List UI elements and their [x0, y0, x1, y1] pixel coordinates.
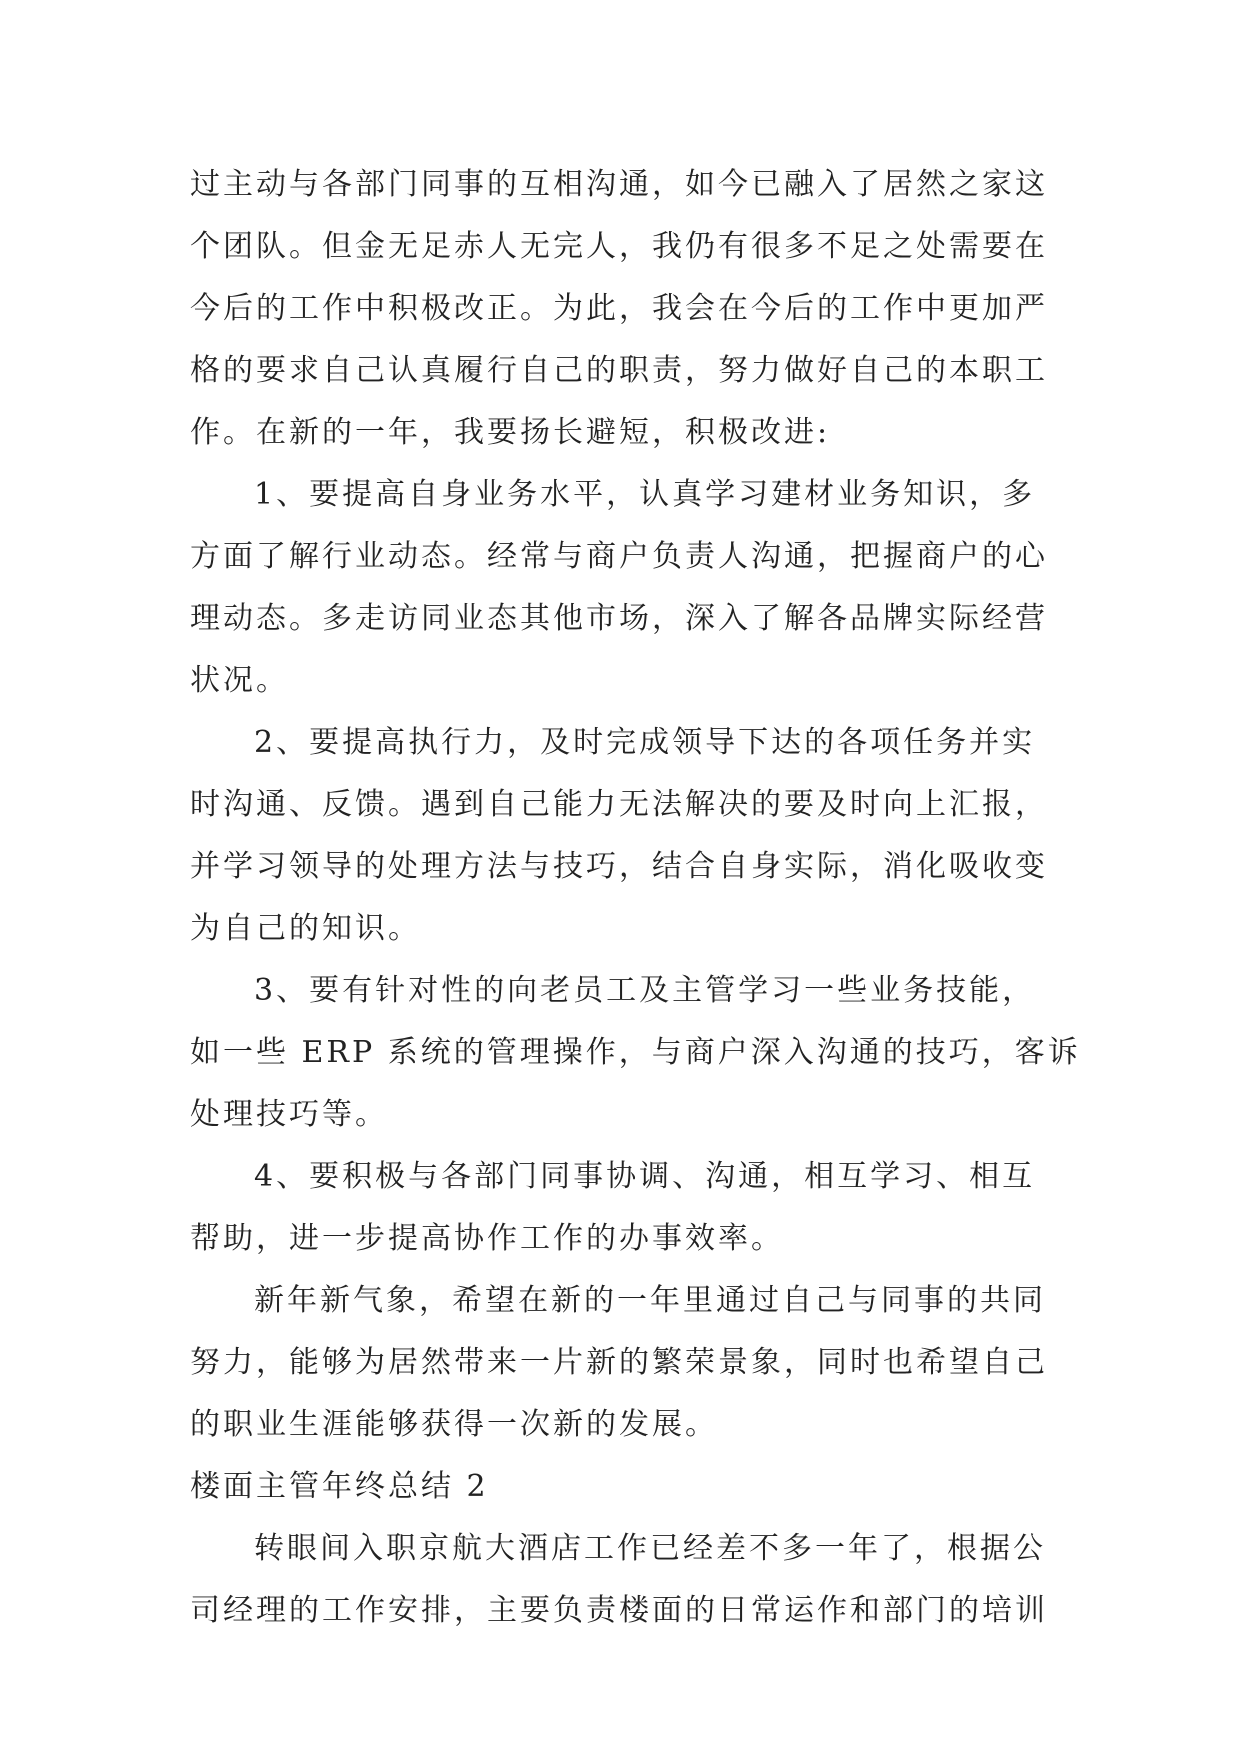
text-line: 转眼间入职京航大酒店工作已经差不多一年了，根据公	[254, 1531, 1046, 1566]
text-line: 帮助，进一步提高协作工作的办事效率。	[190, 1221, 784, 1256]
text-line: 的职业生涯能够获得一次新的发展。	[190, 1407, 718, 1442]
text-line: 过主动与各部门同事的互相沟通，如今已融入了居然之家这	[190, 167, 1048, 202]
text-line: 格的要求自己认真履行自己的职责，努力做好自己的本职工	[190, 353, 1048, 388]
text-line: 为自己的知识。	[190, 911, 421, 946]
text-line: 理动态。多走访同业态其他市场，深入了解各品牌实际经营	[190, 601, 1048, 636]
text-line: 新年新气象，希望在新的一年里通过自己与同事的共同	[254, 1283, 1046, 1318]
text-line: 如一些 ERP 系统的管理操作，与商户深入沟通的技巧，客诉	[190, 1035, 1081, 1070]
text-line: 司经理的工作安排，主要负责楼面的日常运作和部门的培训	[190, 1593, 1048, 1628]
text-line: 处理技巧等。	[190, 1097, 388, 1132]
text-line: 个团队。但金无足赤人无完人，我仍有很多不足之处需要在	[190, 229, 1048, 264]
text-line: 并学习领导的处理方法与技巧，结合自身实际，消化吸收变	[190, 849, 1048, 884]
text-line: 今后的工作中积极改正。为此，我会在今后的工作中更加严	[190, 291, 1048, 326]
text-line: 4、要积极与各部门同事协调、沟通，相互学习、相互	[254, 1159, 1036, 1194]
text-line: 1、要提高自身业务水平，认真学习建材业务知识，多	[254, 477, 1036, 512]
text-line: 楼面主管年终总结 2	[190, 1469, 489, 1504]
text-line: 努力，能够为居然带来一片新的繁荣景象，同时也希望自己	[190, 1345, 1048, 1380]
text-line: 状况。	[190, 663, 289, 698]
document-body	[190, 154, 1081, 1642]
text-line: 作。在新的一年，我要扬长避短，积极改进:	[190, 415, 831, 450]
text-line: 方面了解行业动态。经常与商户负责人沟通，把握商户的心	[190, 539, 1048, 574]
text-line: 3、要有针对性的向老员工及主管学习一些业务技能，	[254, 973, 1036, 1008]
text-line: 2、要提高执行力，及时完成领导下达的各项任务并实	[254, 725, 1036, 760]
text-line: 时沟通、反馈。遇到自己能力无法解决的要及时向上汇报，	[190, 787, 1048, 822]
